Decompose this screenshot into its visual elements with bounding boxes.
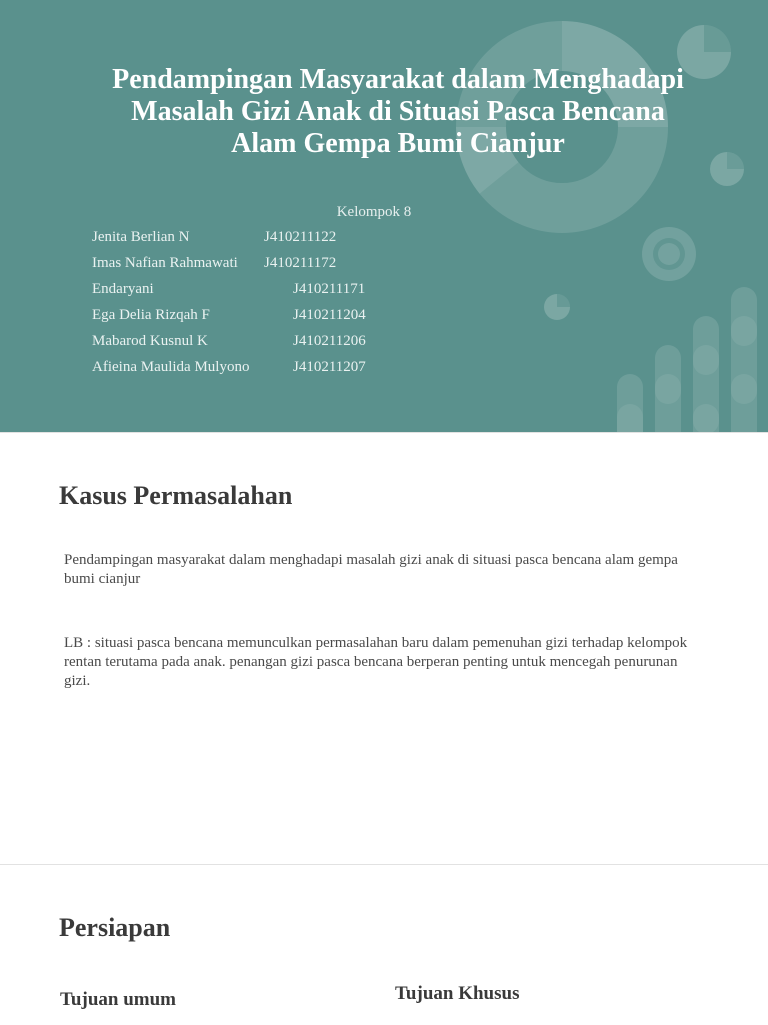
member-id: J410211172	[264, 255, 337, 271]
member-name: Afieina Maulida Mulyono	[92, 359, 250, 375]
title-slide	[0, 0, 768, 432]
title-line: Pendampingan Masyarakat dalam Menghadapi	[112, 64, 684, 95]
specific-goal-heading: Tujuan Khusus	[395, 983, 520, 1004]
member-id: J410211206	[293, 333, 366, 349]
member-row	[92, 229, 432, 255]
member-id: J410211204	[293, 307, 366, 323]
member-row	[92, 359, 432, 385]
presentation-title	[60, 64, 736, 160]
group-label: Kelompok 8	[336, 204, 412, 220]
case-slide	[0, 432, 768, 865]
bar-decoration	[617, 287, 757, 432]
slide-heading: Kasus Permasalahan	[59, 481, 293, 510]
title-line: Masalah Gizi Anak di Situasi Pasca Bencana	[131, 96, 665, 127]
member-row	[92, 255, 432, 281]
background-paragraph: LB : situasi pasca bencana memunculkan permasalahan baru dalam pemenuhan gizi terhadap kelompok rentan terutama pada anak. penangan gizi pasca bencana berperan penting untuk mencegah penurunan gizi.	[64, 635, 688, 689]
member-name: Mabarod Kusnul K	[92, 333, 208, 349]
slide-heading: Persiapan	[59, 913, 171, 942]
ring-decoration	[642, 227, 696, 281]
member-name: Jenita Berlian N	[92, 229, 190, 245]
member-row	[92, 281, 432, 307]
member-row	[92, 307, 432, 333]
member-id: J410211171	[293, 281, 366, 297]
member-id: J410211122	[264, 229, 337, 245]
member-row	[92, 333, 432, 359]
dot-decoration	[544, 294, 570, 320]
member-name: Ega Delia Rizqah F	[92, 307, 210, 323]
preparation-slide	[0, 864, 768, 1025]
member-name: Imas Nafian Rahmawati	[92, 255, 238, 271]
case-paragraph: Pendampingan masyarakat dalam menghadapi masalah gizi anak di situasi pasca bencana alam gempa bumi cianjur	[64, 552, 678, 587]
title-line: Alam Gempa Bumi Cianjur	[231, 128, 565, 159]
general-goal-heading: Tujuan umum	[60, 989, 176, 1010]
member-id: J410211207	[293, 359, 366, 375]
member-name: Endaryani	[92, 281, 154, 297]
